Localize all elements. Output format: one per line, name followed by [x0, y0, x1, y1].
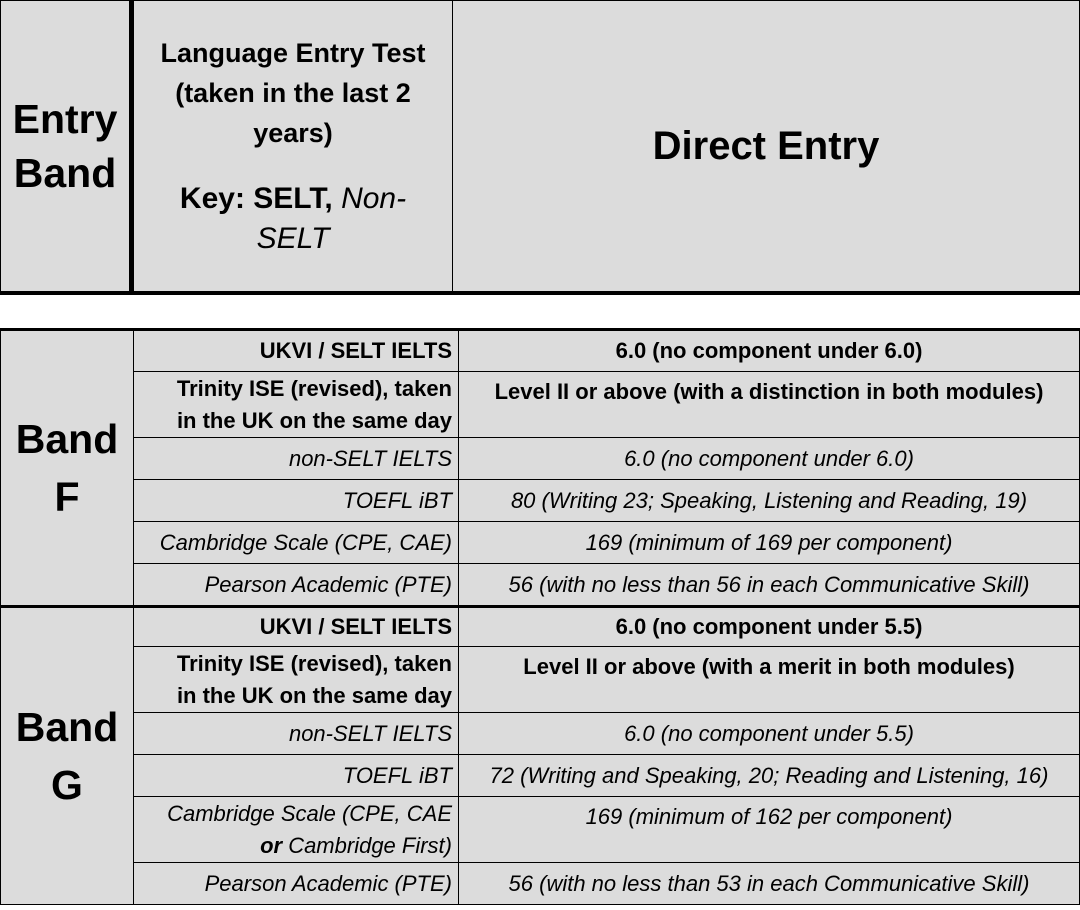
band-f-line1: Band — [15, 416, 119, 462]
test-name: Pearson Academic (PTE) — [134, 564, 459, 607]
table-row — [1, 372, 1080, 438]
test-header-line1: Language Entry Test — [160, 38, 426, 68]
test-value: 6.0 (no component under 5.5) — [459, 713, 1080, 755]
band-f-cell — [1, 330, 134, 607]
test-value: Level II or above (with a merit in both modules) — [459, 647, 1080, 713]
test-name-or: or — [260, 832, 283, 858]
entry-band-line2: Band — [13, 150, 117, 196]
test-value: 72 (Writing and Speaking, 20; Reading and Listening, 16) — [459, 755, 1080, 797]
entry-band-header — [1, 1, 132, 292]
table-row — [1, 797, 1080, 863]
language-test-header — [132, 1, 453, 292]
table-row — [1, 564, 1080, 607]
band-g-line1: Band — [15, 704, 119, 750]
test-name: non-SELT IELTS — [134, 713, 459, 755]
test-value: 169 (minimum of 162 per component) — [459, 797, 1080, 863]
test-value: 80 (Writing 23; Speaking, Listening and Reading, 19) — [459, 480, 1080, 522]
test-value: 6.0 (no component under 6.0) — [459, 330, 1080, 372]
test-name: Pearson Academic (PTE) — [134, 863, 459, 905]
key-line — [134, 179, 452, 219]
test-name-line1: Cambridge Scale (CPE, CAE — [167, 800, 452, 826]
table-row — [1, 438, 1080, 480]
band-g-cell — [1, 607, 134, 905]
test-name: Cambridge Scale (CPE, CAE) — [134, 522, 459, 564]
test-value: 6.0 (no component under 6.0) — [459, 438, 1080, 480]
test-name-line2-rest: Cambridge First) — [288, 832, 452, 858]
test-value: Level II or above (with a distinction in both modules) — [459, 372, 1080, 438]
table-row — [1, 863, 1080, 905]
table-row — [1, 480, 1080, 522]
key-bold: Key: SELT, — [179, 182, 333, 215]
test-header-line2: (taken in the last 2 — [175, 78, 411, 108]
band-f-line2: F — [54, 474, 80, 520]
test-name — [134, 647, 459, 713]
test-name: UKVI / SELT IELTS — [134, 330, 459, 372]
table-row — [1, 522, 1080, 564]
test-name-line2 — [134, 830, 452, 862]
test-name: TOEFL iBT — [134, 480, 459, 522]
key-italic-2: SELT — [256, 222, 330, 255]
key-italic-1: Non- — [341, 182, 407, 215]
table-row — [1, 330, 1080, 372]
test-name: non-SELT IELTS — [134, 438, 459, 480]
test-name-line1: Trinity ISE (revised), taken — [176, 375, 452, 401]
header-divider — [0, 292, 1080, 295]
test-value: 56 (with no less than 56 in each Communicative Skill) — [459, 564, 1080, 607]
test-name — [134, 797, 459, 863]
table-row — [1, 755, 1080, 797]
test-value: 6.0 (no component under 5.5) — [459, 607, 1080, 647]
header-row — [1, 1, 1080, 292]
test-name — [134, 372, 459, 438]
test-name-line1: Trinity ISE (revised), taken — [176, 650, 452, 676]
direct-entry-header: Direct Entry — [453, 1, 1080, 292]
test-value: 169 (minimum of 169 per component) — [459, 522, 1080, 564]
requirements-table — [0, 328, 1080, 905]
test-value: 56 (with no less than 53 in each Communicative Skill) — [459, 863, 1080, 905]
band-g-line2: G — [51, 762, 83, 808]
header-table — [0, 0, 1080, 292]
test-header-line3: years) — [253, 118, 333, 148]
table-row — [1, 607, 1080, 647]
test-name: TOEFL iBT — [134, 755, 459, 797]
entry-band-line1: Entry — [12, 96, 118, 142]
test-name-line2: in the UK on the same day — [176, 407, 452, 433]
test-name-line2: in the UK on the same day — [176, 682, 452, 708]
test-name: UKVI / SELT IELTS — [134, 607, 459, 647]
table-row — [1, 647, 1080, 713]
table-row — [1, 713, 1080, 755]
